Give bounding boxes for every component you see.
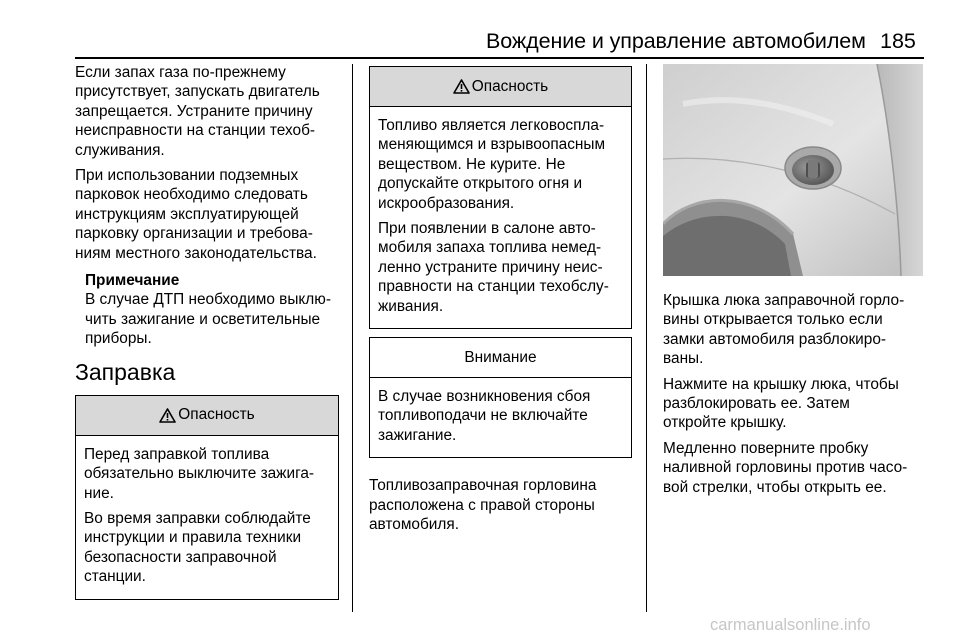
column-divider-2 xyxy=(646,64,647,612)
danger-box-refuelling xyxy=(75,395,339,600)
header-divider xyxy=(75,57,924,59)
caution-box-title: Внимание xyxy=(464,348,537,366)
column-3 xyxy=(663,291,925,503)
page-number: 185 xyxy=(880,29,916,53)
fuel-door-photo xyxy=(663,64,923,276)
warning-triangle-icon xyxy=(159,408,176,423)
paragraph-fuel-door-unlock: Крышка люка заправочной горло- вины открывается только если замки автомобиля разблокиро- ваны. xyxy=(663,292,905,368)
danger-box-text-2: Во время заправки соблюдайте инструкции и правила техники безопасности заправочной станции. xyxy=(84,509,311,586)
fuel-door-illustration xyxy=(663,64,923,276)
column-divider-1 xyxy=(352,64,353,612)
paragraph-press-door: Нажмите на крышку люка, чтобы разблокировать ее. Затем откройте крышку. xyxy=(663,375,899,432)
watermark: carmanualsonline.info xyxy=(710,616,871,634)
danger-box-fuel-text-2: При появлении в салоне авто- мобиля запаха топлива немед- ленно устраните причину неис- правности на станции техобслу- живания. xyxy=(378,220,609,315)
note-block xyxy=(75,271,343,349)
danger-box-body xyxy=(76,436,338,599)
caution-box xyxy=(369,337,632,458)
danger-box-text-1: Перед заправкой топлива обязательно выключите зажига- ние. xyxy=(84,445,315,502)
paragraph-filler-location: Топливозаправочная горловина расположена с правой стороны автомобиля. xyxy=(369,477,597,534)
danger-box-fuel-header xyxy=(370,67,631,107)
paragraph-underground-parking: При использовании подземных парковок необходимо следовать инструкциям эксплуатирующей парковку организации и требова- ниям местного законодательства. xyxy=(75,167,317,262)
paragraph-gas-smell: Если запах газа по-прежнему присутствует, запускать двигатель запрещается. Устраните причину неисправности на станции техоб- служивания. xyxy=(75,64,320,159)
paragraph-turn-cap: Медленно поверните пробку наливной горловины против часо- вой стрелки, чтобы открыть ее. xyxy=(663,439,908,496)
column-1 xyxy=(75,63,343,600)
note-text: В случае ДТП необходимо выклю- чить зажигание и осветительные приборы. xyxy=(85,291,331,348)
caution-box-body xyxy=(370,378,631,457)
danger-box-fuel-text-1: Топливо является легковоспла- меняющимся и взрывоопасным веществом. Не курите. Не допускайте открытого огня и искрообразования. xyxy=(378,117,606,212)
column-2 xyxy=(369,66,633,541)
danger-box-fuel xyxy=(369,66,632,329)
danger-box-fuel-body xyxy=(370,107,631,328)
warning-triangle-icon xyxy=(453,79,470,94)
danger-box-title: Опасность xyxy=(178,406,255,424)
caution-box-text: В случае возникновения сбоя топливоподачи не включайте зажигание. xyxy=(378,388,591,444)
note-title: Примечание xyxy=(85,272,180,290)
danger-box-fuel-title: Опасность xyxy=(471,77,549,95)
page-header-title: Вождение и управление автомобилем xyxy=(486,29,866,53)
caution-box-header xyxy=(370,338,631,378)
danger-box-header xyxy=(76,396,338,436)
section-heading-refuelling: Заправка xyxy=(75,358,176,385)
